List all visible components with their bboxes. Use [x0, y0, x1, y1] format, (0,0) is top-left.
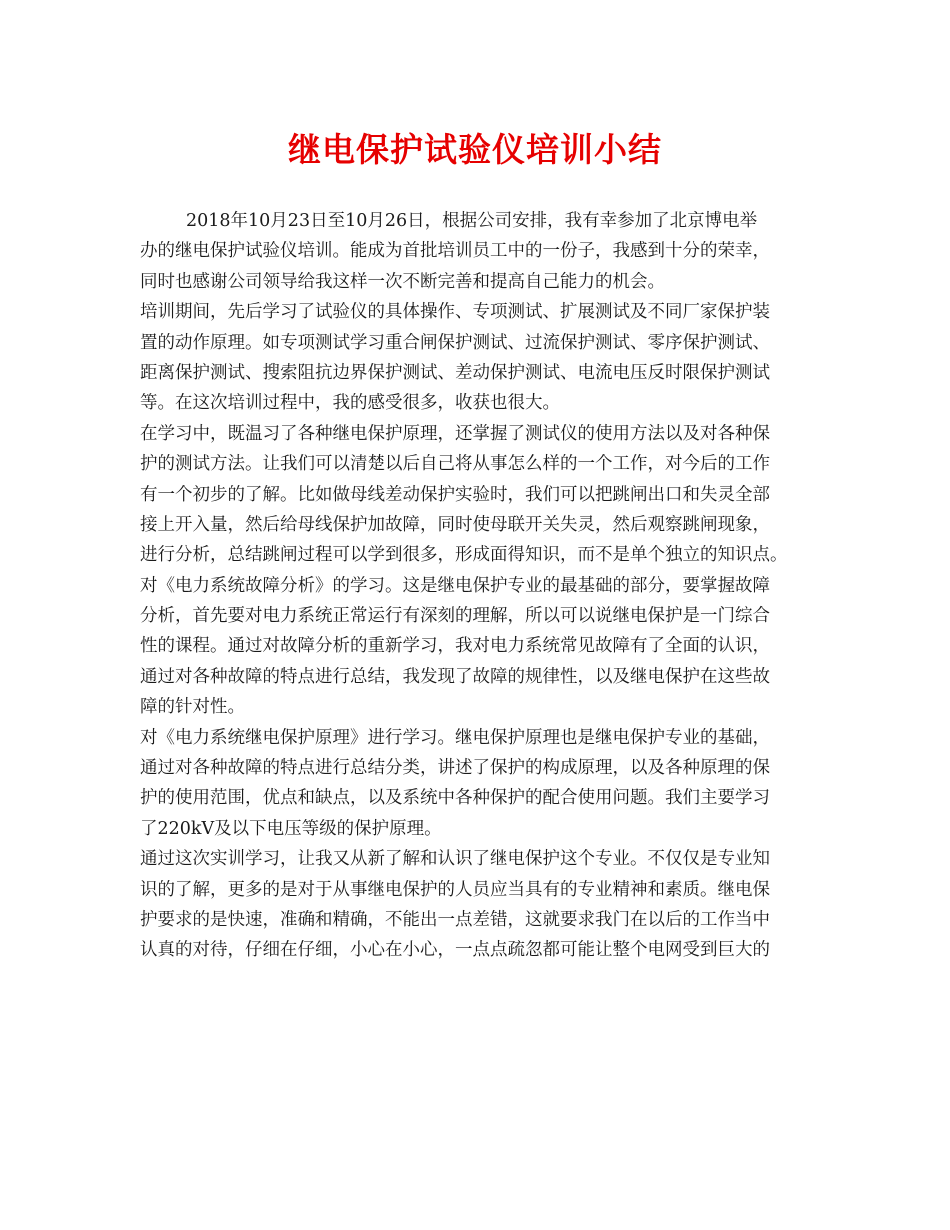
text-line: 护要求的是快速，准确和精确，不能出一点差错，这就要求我门在以后的工作当中 [140, 909, 770, 930]
document-title: 继电保护试验仪培训小结 [288, 130, 662, 169]
text-line: 分析，首先要对电力系统正常运行有深刻的理解，所以可以说继电保护是一门综合 [140, 606, 770, 627]
text-line: 等。在这次培训过程中，我的感受很多，收获也很大。 [140, 393, 560, 414]
text-line: 对《电力系统故障分析》的学习。这是继电保护专业的最基础的部分，要掌握故障 [140, 575, 770, 596]
document-body [140, 206, 820, 966]
text-line: 了220kV及以下电压等级的保护原理。 [140, 818, 442, 839]
text-line: 有一个初步的了解。比如做母线差动保护实验时，我们可以把跳闸出口和失灵全部 [140, 484, 770, 505]
text-line: 识的了解，更多的是对于从事继电保护的人员应当具有的专业精神和素质。继电保 [140, 879, 770, 900]
text-line: 护的测试方法。让我们可以清楚以后自己将从事怎么样的一个工作，对今后的工作 [140, 454, 770, 475]
text-line: 接上开入量，然后给母线保护加故障，同时使母联开关失灵，然后观察跳闸现象， [140, 514, 770, 535]
text-line: 通过对各种故障的特点进行总结，我发现了故障的规律性，以及继电保护在这些故 [140, 666, 770, 687]
text-line: 置的动作原理。如专项测试学习重合闸保护测试、过流保护测试、零序保护测试、 [140, 332, 770, 353]
text-line: 办的继电保护试验仪培训。能成为首批培训员工中的一份子，我感到十分的荣幸， [140, 241, 770, 262]
text-line: 同时也感谢公司领导给我这样一次不断完善和提高自己能力的机会。 [140, 271, 665, 292]
text-line: 性的课程。通过对故障分析的重新学习，我对电力系统常见故障有了全面的认识， [140, 636, 770, 657]
text-line: 进行分析，总结跳闸过程可以学到很多，形成面得知识，而不是单个独立的知识点。 [140, 545, 788, 566]
text-line: 2018年10月23日至10月26日，根据公司安排，我有幸参加了北京博电举 [186, 211, 758, 231]
text-line: 护的使用范围，优点和缺点，以及系统中各种保护的配合使用问题。我们主要学习 [140, 788, 770, 809]
text-line: 通过这次实训学习，让我又从新了解和认识了继电保护这个专业。不仅仅是专业知 [140, 849, 770, 870]
text-line: 认真的对待，仔细在仔细，小心在小心，一点点疏忽都可能让整个电网受到巨大的 [140, 940, 770, 961]
text-line: 培训期间，先后学习了试验仪的具体操作、专项测试、扩展测试及不同厂家保护装 [140, 302, 770, 323]
text-line: 在学习中，既温习了各种继电保护原理，还掌握了测试仪的使用方法以及对各种保 [140, 423, 770, 444]
text-line: 障的针对性。 [140, 697, 245, 718]
text-line: 距离保护测试、搜索阻抗边界保护测试、差动保护测试、电流电压反时限保护测试 [140, 362, 770, 383]
text-line: 对《电力系统继电保护原理》进行学习。继电保护原理也是继电保护专业的基础， [140, 727, 770, 748]
text-line: 通过对各种故障的特点进行总结分类，讲述了保护的构成原理，以及各种原理的保 [140, 758, 770, 779]
